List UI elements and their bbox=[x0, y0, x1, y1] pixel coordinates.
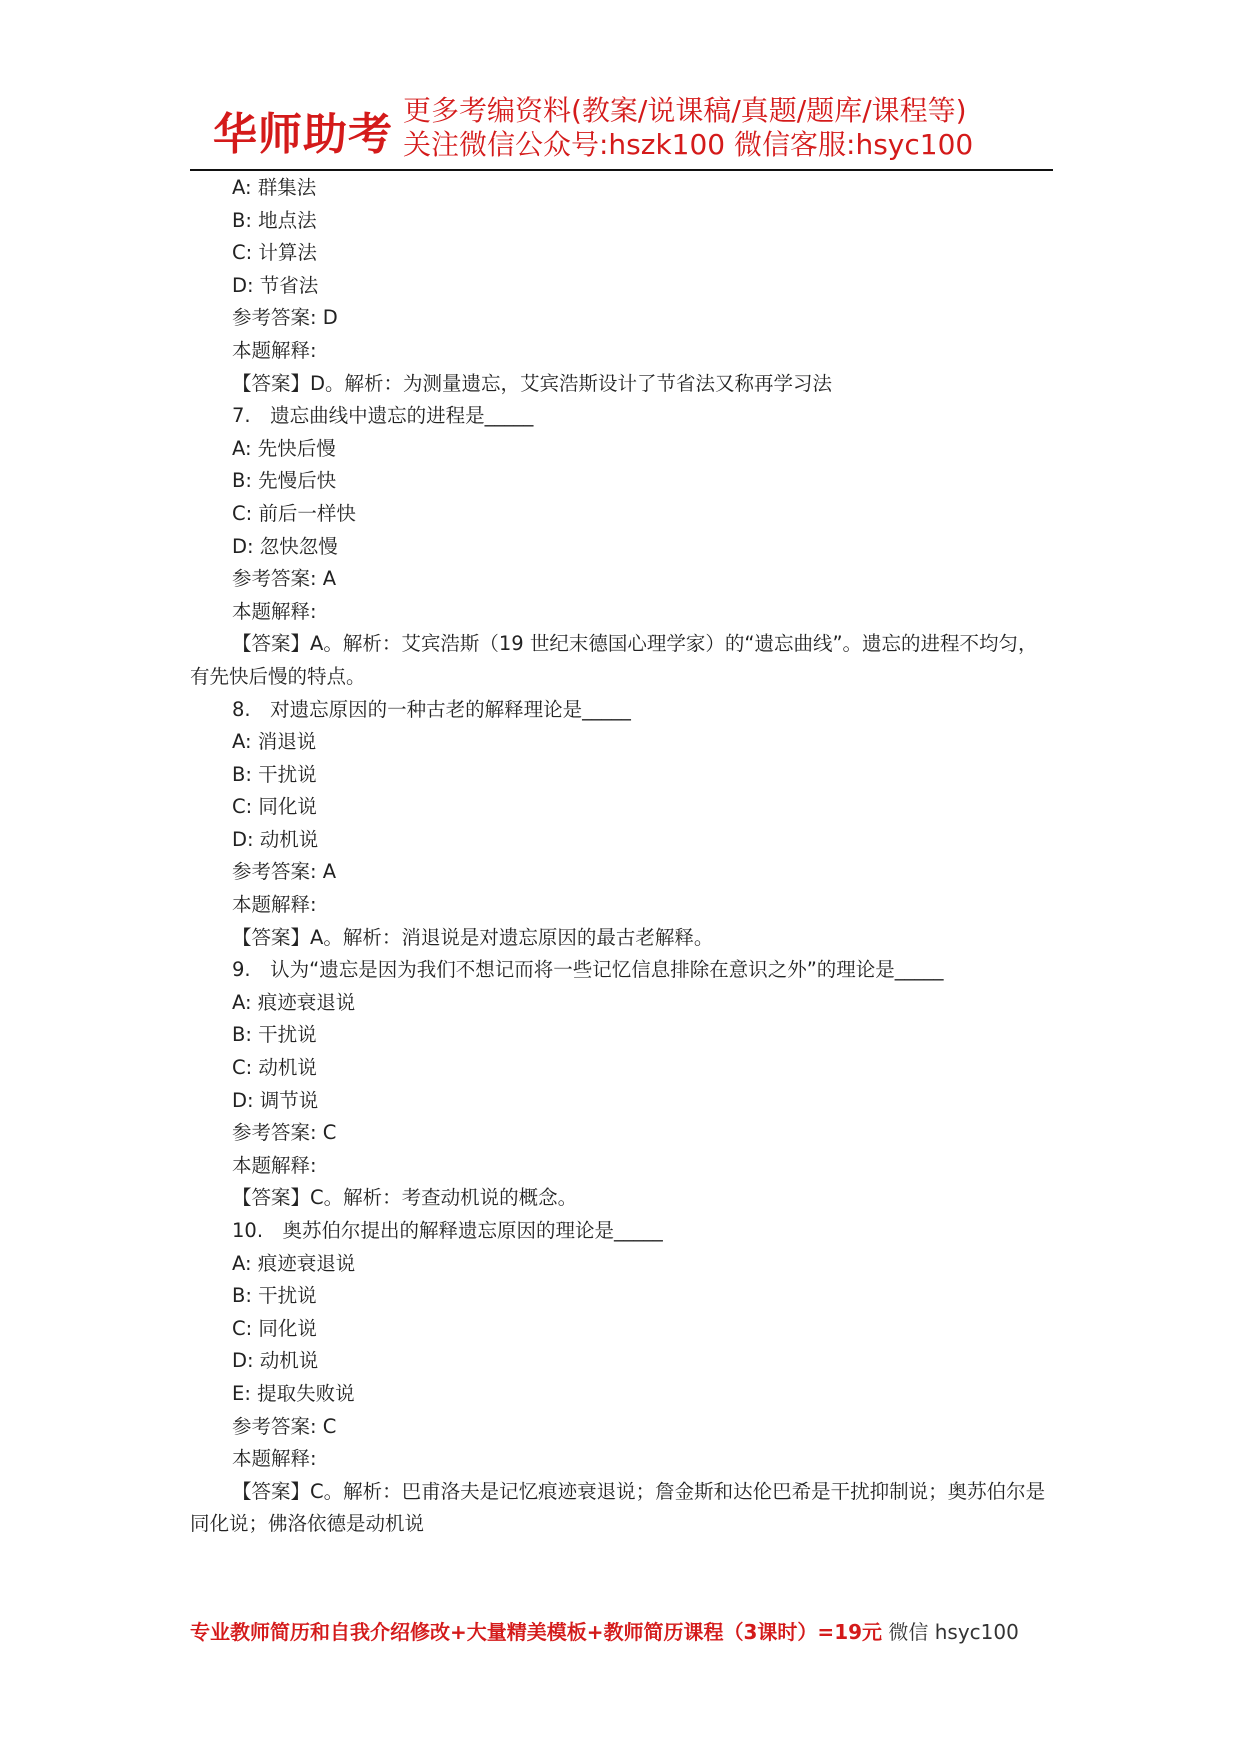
option-line: B: 干扰说 bbox=[232, 762, 317, 786]
explain-text: 【答案】A。解析：消退说是对遗忘原因的最古老解释。 bbox=[232, 925, 714, 949]
answer-line: 参考答案: C bbox=[232, 1414, 337, 1438]
question-stem: 10. 奥苏伯尔提出的解释遗忘原因的理论是_____ bbox=[232, 1219, 663, 1242]
explain-label: 本题解释: bbox=[232, 599, 317, 623]
option-line: A: 群集法 bbox=[232, 176, 317, 199]
option-line: D: 调节说 bbox=[232, 1088, 319, 1112]
explain-label: 本题解释: bbox=[232, 1153, 317, 1177]
option-line: B: 先慢后快 bbox=[232, 469, 337, 493]
explain-text: 【答案】A。解析：艾宾浩斯（19 世纪末德国心理学家）的“遗忘曲线”。遗忘的进程不均匀，有先快后慢的特点。 bbox=[190, 632, 1038, 688]
option-line: C: 同化说 bbox=[232, 1316, 317, 1340]
document-body bbox=[190, 172, 1052, 1541]
option-line: D: 忽快忽慢 bbox=[232, 534, 338, 558]
option-line: B: 地点法 bbox=[232, 208, 317, 232]
option-line: A: 痕迹衰退说 bbox=[232, 1251, 356, 1275]
footer-wechat: 微信 hsyc100 bbox=[882, 1620, 1019, 1644]
option-line: A: 先快后慢 bbox=[232, 436, 336, 460]
explain-label: 本题解释: bbox=[232, 893, 317, 917]
explain-text: 【答案】C。解析：巴甫洛夫是记忆痕迹衰退说；詹金斯和达伦巴希是干扰抑制说；奥苏伯尔是同化说；佛洛依德是动机说 bbox=[190, 1479, 1046, 1536]
header-tagline-line-2: 关注微信公众号:hszk100 微信客服:hsyc100 bbox=[403, 128, 974, 161]
answer-line: 参考答案: D bbox=[232, 306, 338, 330]
answer-line: 参考答案: A bbox=[232, 567, 337, 591]
explain-label: 本题解释: bbox=[232, 1447, 317, 1471]
header-tagline-line-1: 更多考编资料(教案/说课稿/真题/题库/课程等) bbox=[403, 94, 967, 127]
option-line: C: 计算法 bbox=[232, 241, 317, 265]
header-tagline bbox=[403, 94, 973, 162]
explain-label: 本题解释: bbox=[232, 338, 317, 362]
explain-text: 【答案】D。解析：为测量遗忘，艾宾浩斯设计了节省法又称再学习法 bbox=[232, 371, 833, 395]
option-line: D: 动机说 bbox=[232, 827, 319, 851]
question-stem: 9. 认为“遗忘是因为我们不想记而将一些记忆信息排除在意识之外”的理论是_____ bbox=[232, 958, 944, 982]
question-stem: 8. 对遗忘原因的一种古老的解释理论是_____ bbox=[232, 697, 631, 721]
option-line: B: 干扰说 bbox=[232, 1023, 317, 1047]
page-header bbox=[213, 92, 1063, 166]
header-divider bbox=[190, 169, 1053, 171]
option-line: B: 干扰说 bbox=[232, 1284, 317, 1308]
answer-line: 参考答案: C bbox=[232, 1121, 337, 1145]
page-footer bbox=[190, 1616, 1060, 1645]
option-line: C: 同化说 bbox=[232, 795, 317, 819]
option-line: C: 动机说 bbox=[232, 1056, 317, 1080]
question-stem: 7. 遗忘曲线中遗忘的进程是_____ bbox=[232, 404, 534, 428]
explain-text: 【答案】C。解析：考查动机说的概念。 bbox=[232, 1186, 578, 1210]
footer-promo: 专业教师简历和自我介绍修改+大量精美模板+教师简历课程（3课时）=19元 bbox=[190, 1620, 883, 1644]
option-line: A: 消退说 bbox=[232, 730, 317, 754]
option-line: A: 痕迹衰退说 bbox=[232, 990, 356, 1014]
option-line: D: 节省法 bbox=[232, 273, 319, 297]
answer-line: 参考答案: A bbox=[232, 860, 337, 884]
brand-logo-text: 华师助考 bbox=[213, 109, 393, 160]
option-line: D: 动机说 bbox=[232, 1349, 319, 1373]
option-line: C: 前后一样快 bbox=[232, 501, 356, 525]
option-line: E: 提取失败说 bbox=[232, 1381, 355, 1405]
